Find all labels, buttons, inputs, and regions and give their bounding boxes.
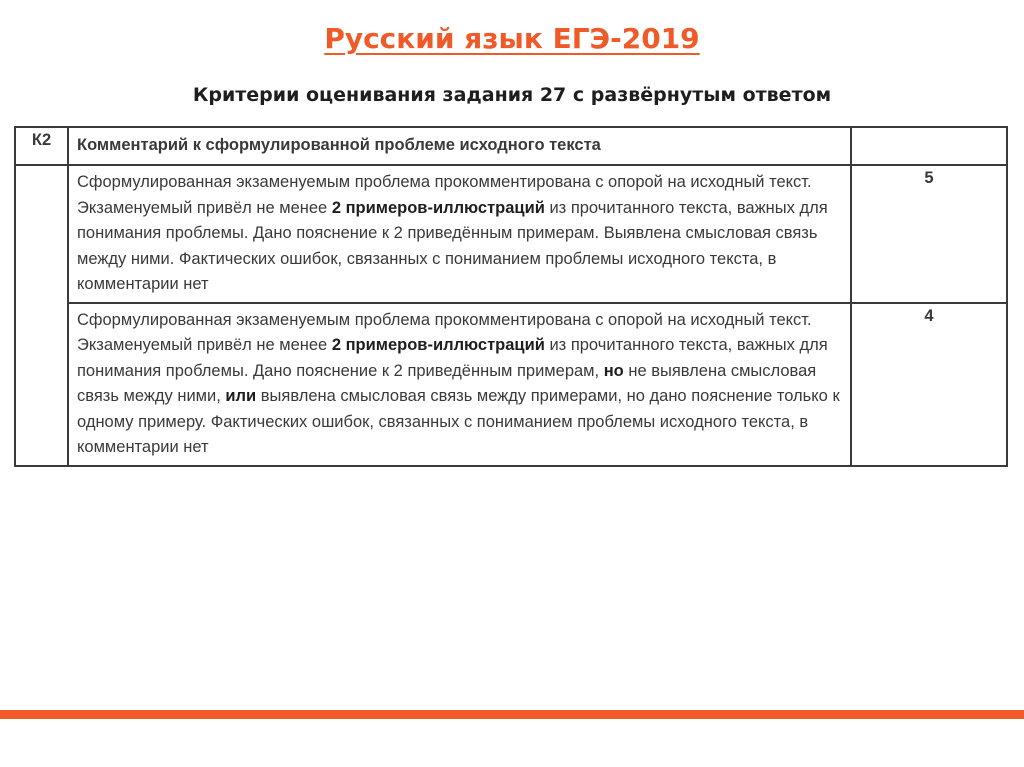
criterion-description <box>68 303 851 466</box>
description-text: Сформулированная экзаменуемым проблема прокомментирована с опорой на исходный текст. Экзаменуемый привёл не менее <box>77 173 812 217</box>
criterion-header: Комментарий к сформулированной проблеме исходного текста <box>68 127 851 165</box>
description-text: выявлена смысловая связь между примерами, но дано пояснение только к одному примеру. Фактических ошибок, связанных с пониманием проблемы исходного текста, в комментарии нет <box>77 387 840 456</box>
code-empty-cell <box>15 165 68 466</box>
description-text: из прочитанного текста, важных для понимания проблемы. Дано пояснение к 2 приведённым примерам, <box>77 336 828 380</box>
score-cell: 4 <box>851 303 1007 466</box>
slide-subtitle: Критерии оценивания задания 27 с развёрнутым ответом <box>192 84 832 106</box>
table-row <box>15 303 1007 466</box>
description-text: не выявлена смысловая связь между ними, <box>77 361 817 405</box>
slide-title: Русский язык ЕГЭ-2019 <box>324 22 700 55</box>
score-header-cell <box>851 127 1007 165</box>
description-text: из прочитанного текста, важных для понимания проблемы. Дано пояснение к 2 приведённым примерам. Выявлена смысловая связь между ними. Фактических ошибок, связанных с пониманием проблемы исходного текста, в комментарии нет <box>77 198 828 293</box>
description-bold-text: или <box>225 387 257 405</box>
description-bold-text: 2 примеров-иллюстраций <box>331 198 545 217</box>
footer-accent-bar <box>0 710 1024 719</box>
table-header-row <box>15 127 1007 165</box>
description-bold-text: но <box>603 361 624 380</box>
table-row <box>15 165 1007 303</box>
description-text: Сформулированная экзаменуемым проблема прокомментирована с опорой на исходный текст. Экзаменуемый привёл не менее <box>77 310 812 354</box>
description-bold-text: 2 примеров-иллюстраций <box>331 336 545 354</box>
criterion-code: К2 <box>15 127 68 165</box>
score-cell: 5 <box>851 165 1007 303</box>
criteria-table <box>14 126 1008 467</box>
criterion-description <box>68 165 851 303</box>
